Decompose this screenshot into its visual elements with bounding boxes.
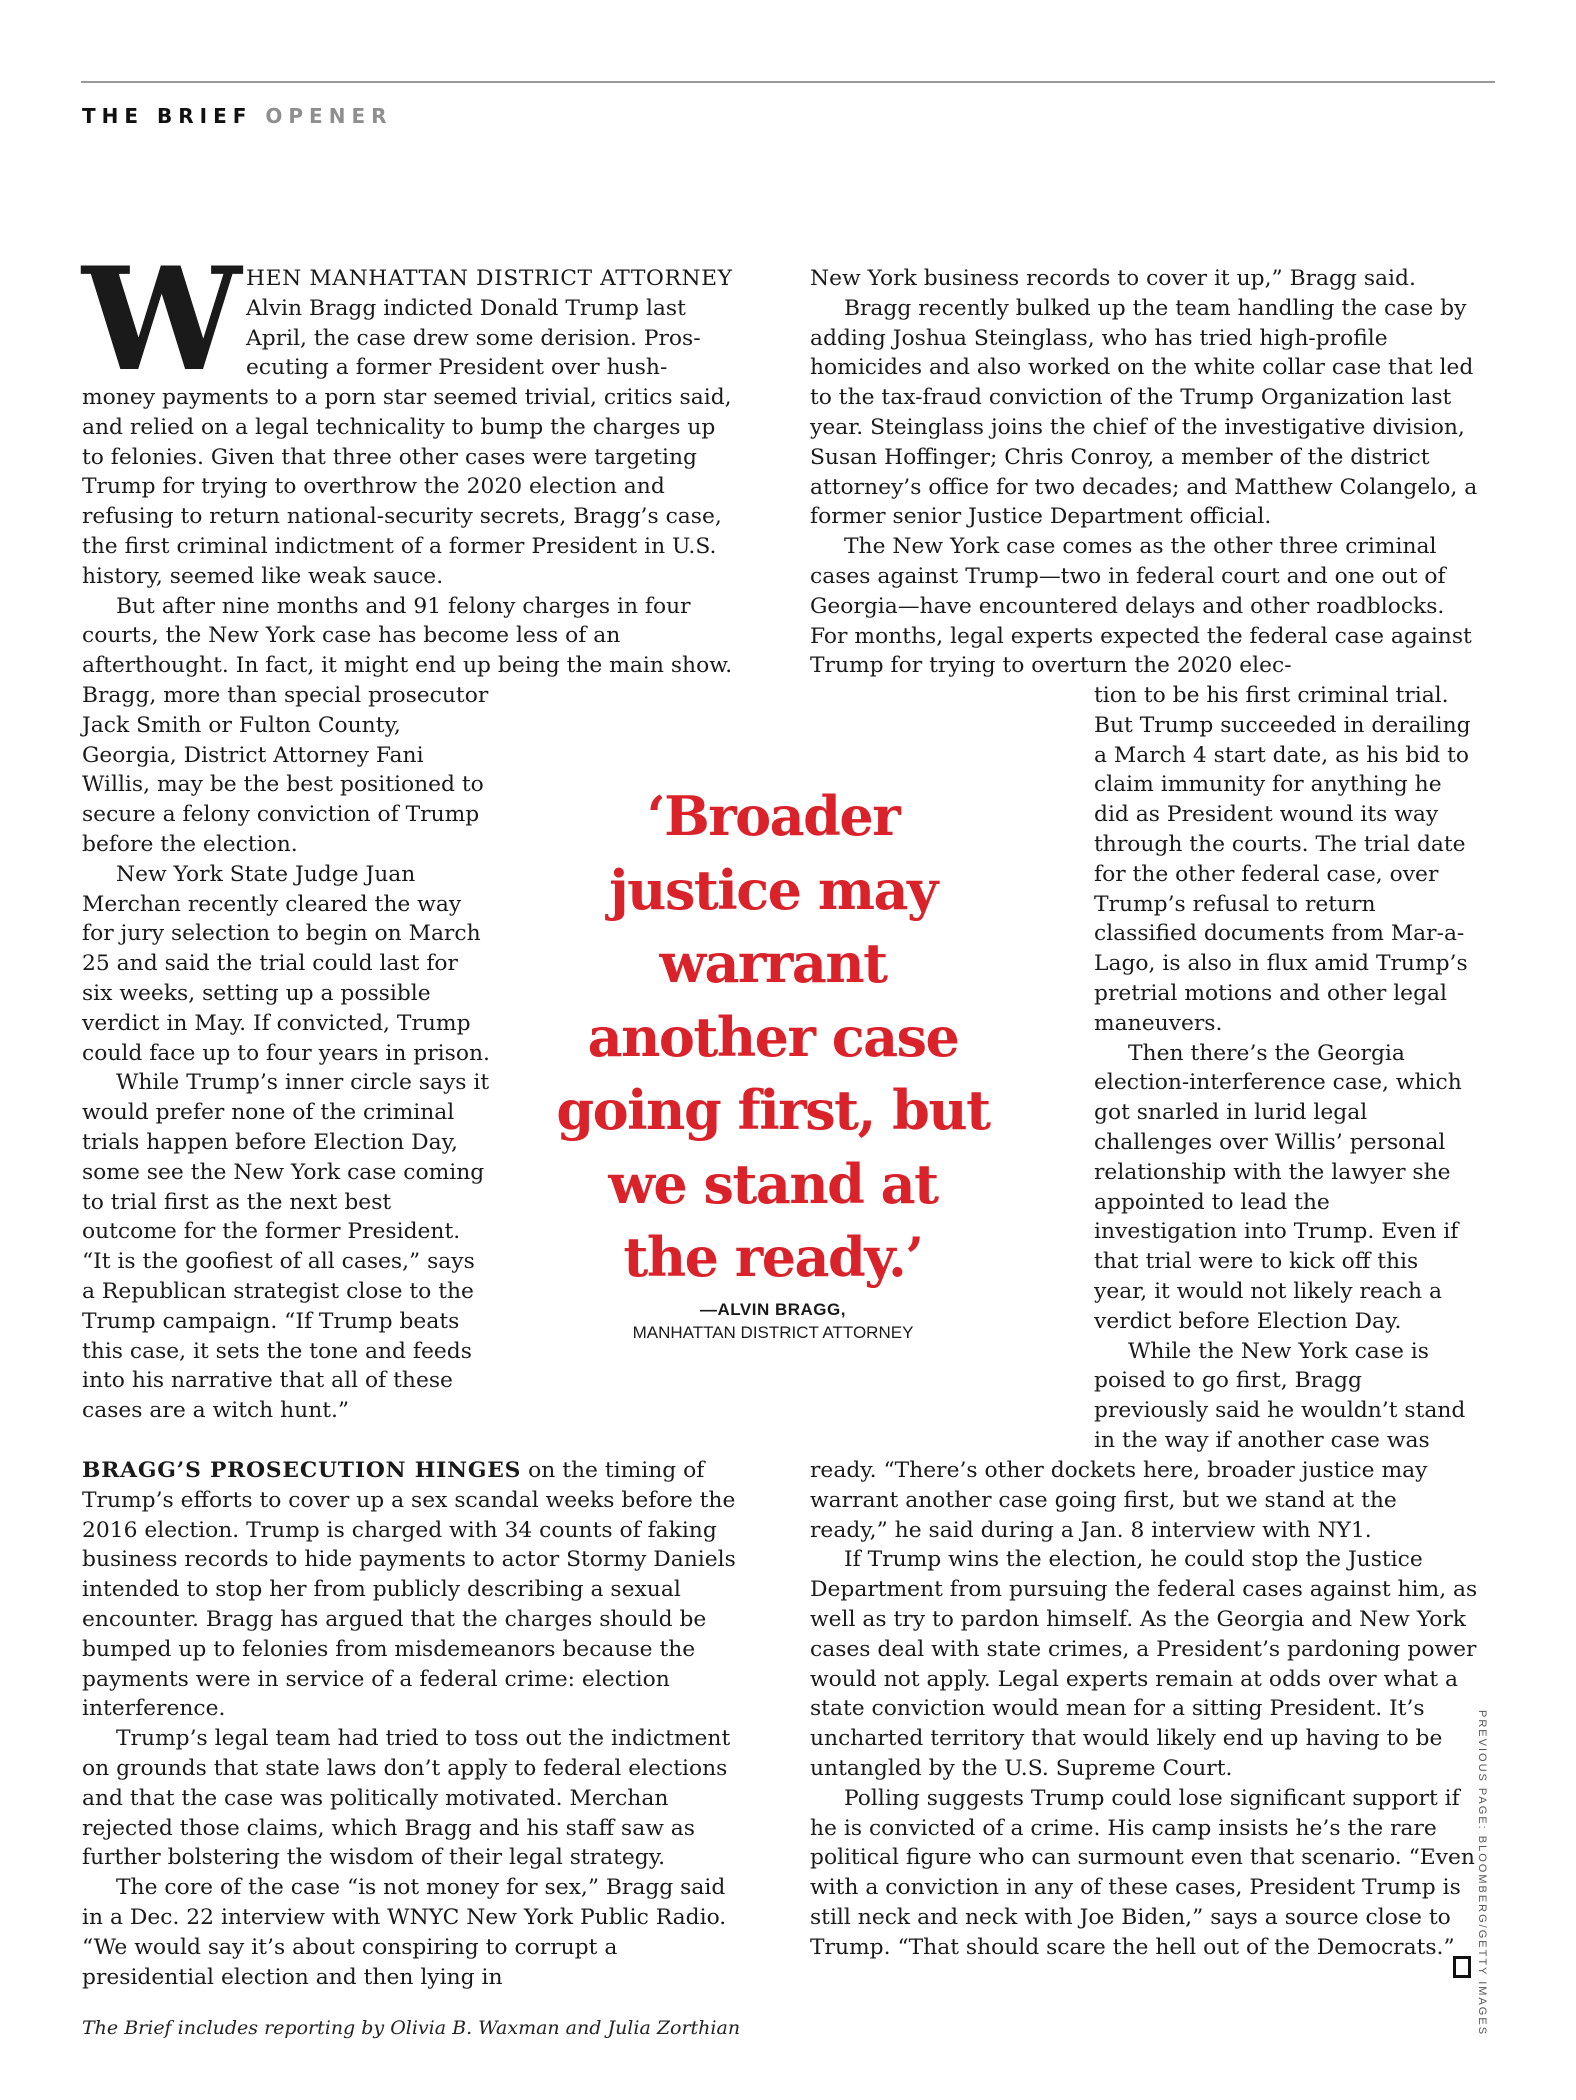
header-rule [81,81,1495,83]
paragraph: Then there’s the Georgia election-interference case, which got snarled in lurid legal challenges over Willis’ personal relationship with the lawyer she appointed to lead the investigation into Trump. Even if that trial were to kick off this year, it would not likely reach a verdict before Election Day. [1094,1040,1462,1334]
lead-in: BRAGG’S PROSECUTION HINGES [82,1458,522,1483]
paragraph: ready. “There’s other dockets here, broader justice may warrant another case going first, but we stand at the ready,” he said during a Jan. 8 interview with NY1. [810,1458,1428,1543]
drop-cap: W [82,237,242,403]
paragraph: New York State Judge Juan Merchan recently cleared the way for jury selection to begin on March 25 and said the trial could last for six weeks, setting up a possible verdict in May. If convicted, Trump could face up to four years in prison. [82,861,490,1066]
paragraph: Bragg recently bulked up the team handling the case by adding Joshua Steinglass, who has tried high-profile homicides and also worked on the white collar case that led to the tax-fraud conviction of the Trump Organization last year. Steinglass joins the chief of the investigative division, Susan Hoffinger; Chris Conroy, a member of the district attorney’s office for two decades; and Matthew Colangelo, a former senior Justice Department official. [810,295,1478,530]
paragraph: But after nine months and 91 felony charges in four courts, the New York case has become less of an afterthought. In fact, it might end up being the main show. [82,593,733,679]
paragraph: tion to be his first criminal trial. But Trump succeeded in derailing a March 4 start date, as his bid to claim immunity for anything he did as President wound its way through the courts. The trial date for the other federal case, over Trump’s refusal to return classified documents from Mar-a-Lago, is also in flux amid Trump’s pretrial motions and other legal maneuvers. [1094,683,1471,1036]
paragraph: New York business records to cover it up,” Bragg said. [810,266,1416,291]
pull-quote-attribution-title: MANHATTAN DISTRICT ATTORNEY [632,1323,914,1342]
paragraph: Bragg, more than special prosecutor Jack Smith or Fulton County, Georgia, District Attorney Fani Willis, may be the best positioned to secure a felony conviction of Trump before the election. [82,683,489,857]
paragraph: While the New York case is poised to go first, Bragg previously said he wouldn’t stand in the way if another case was [1094,1338,1466,1453]
paragraph: While Trump’s inner circle says it would prefer none of the criminal trials happen before Election Day, some see the New York case coming to trial first as the next best outcome for the former President. “It is the goofiest of all cases,” says a Republican strategist close to the Trump campaign. “If Trump beats this case, it sets the tone and feeds into his narrative that all of these cases are a witch hunt.” [82,1070,490,1424]
intro-line-2: Alvin Bragg indicted Donald Trump last [246,295,686,321]
col2-bottom-text [810,1456,1480,1963]
footnote: The Brief includes reporting by Olivia B. Waxman and Julia Zorthian [82,2017,741,2039]
paragraph: Trump’s legal team had tried to toss out the indictment on grounds that state laws don’t apply to federal elections and that the case was politically motivated. Merchan rejected those claims, which Bragg and his staff saw as further bolstering the wisdom of their legal strategy. [82,1726,731,1871]
intro-beside-dropcap [246,264,746,383]
col2-top-text [810,264,1480,681]
paragraph: If Trump wins the election, he could stop the Justice Department from pursuing the federal cases against him, as well as try to pardon himself. As the Georgia and New York cases deal with state crimes, a President’s pardoning power would not apply. Legal experts remain at odds over what a state conviction would mean for a sitting President. It’s uncharted territory that would likely end up having to be untangled by the U.S. Supreme Court. [810,1547,1478,1781]
subsection-name: OPENER [265,104,393,128]
paragraph: BRAGG’S PROSECUTION HINGES on the timing of Trump’s efforts to cover up a sex scandal weeks before the 2016 election. Trump is charged with 34 counts of faking business records to hide payments to actor Stormy Daniels intended to stop her from publicly describing a sexual encounter. Bragg has argued that the charges should be bumped up to felonies from misdemeanors because the payments were in service of a federal crime: election interference. [82,1458,736,1722]
col2-narrow-text [1094,681,1474,1456]
pull-quote: ‘Broader justice may warrant another case going first, but we stand at the ready.’ [556,784,990,1289]
intro-line-4: ecuting a former President over hush- [246,355,668,381]
photo-credit: PREVIOUS PAGE: BLOOMBERG/GETTY IMAGES [1476,1710,1488,2037]
intro-line-1: HEN MANHATTAN DISTRICT ATTORNEY [246,266,733,291]
col1-top-text [82,383,742,681]
col1-bottom-text [82,1456,742,1992]
section-name: THE BRIEF [82,104,253,128]
paragraph: money payments to a porn star seemed trivial, critics said, and relied on a legal technicality to bump the charges up to felonies. Given that three other cases were targeting Trump for trying to overthrow the 2020 election and refusing to return national-security secrets, Bragg’s case, the first criminal indictment of a former President in U.S. history, seemed like weak sauce. [82,385,732,589]
paragraph: Polling suggests Trump could lose significant support if he is convicted of a crime. His camp insists he’s the rare political figure who can surmount even that scenario. “Even with a conviction in any of these cases, President Trump is still neck and neck with Joe Biden,” says a source close to Trump. “That should scare the hell out of the Democrats.” [810,1785,1475,1960]
col1-narrow-text [82,681,490,1426]
end-mark-icon [1453,1956,1471,1978]
intro-line-3: April, the case drew some derision. Pros- [246,325,701,351]
paragraph: The core of the case “is not money for sex,” Bragg said in a Dec. 22 interview with WNYC New York Public Radio. “We would say it’s about conspiring to corrupt a presidential election and then lying in [82,1875,727,1990]
pull-quote-attribution-name: —ALVIN BRAGG, [700,1300,846,1319]
paragraph: The New York case comes as the other three criminal cases against Trump—two in federal court and one out of Georgia—have encountered delays and other roadblocks. For months, legal experts expected the federal case against Trump for trying to overturn the 2020 elec- [810,534,1472,679]
section-header [82,104,393,128]
